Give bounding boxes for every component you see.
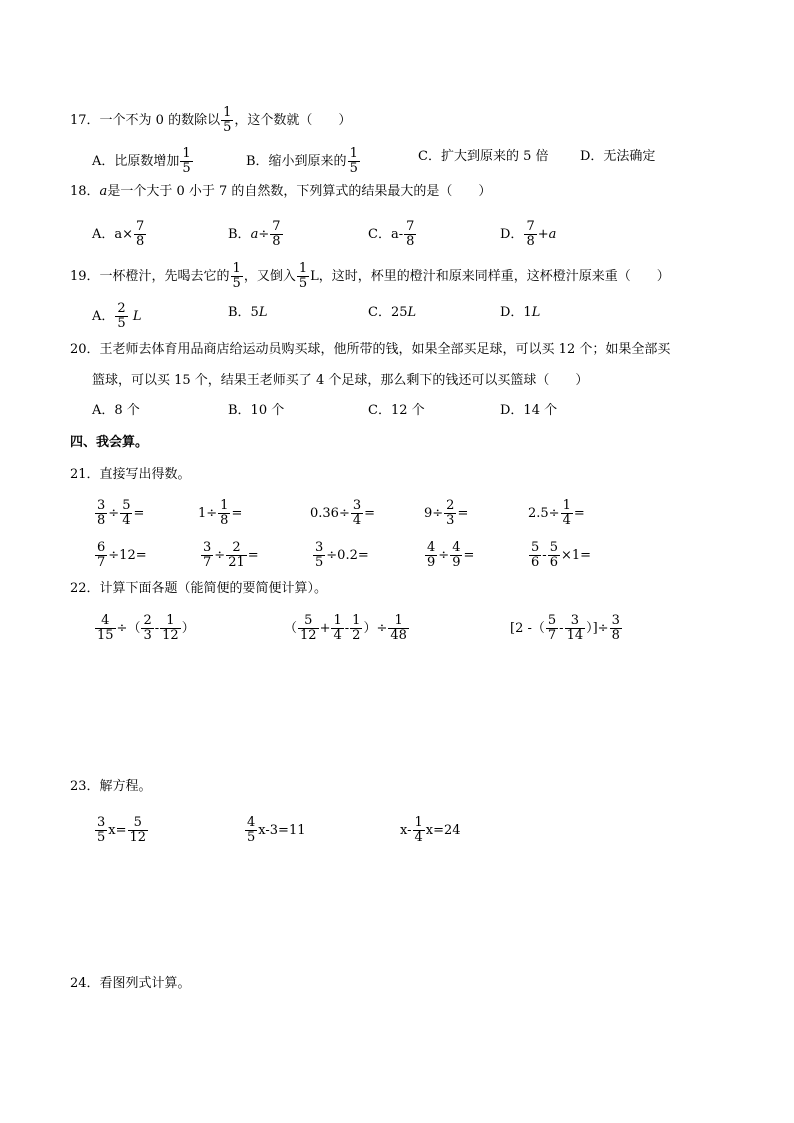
q18-option-d: D． $\frac{7}{8}$ +a: [500, 219, 557, 249]
q21-r2-e3: $\frac{3}{5}$ ÷0.2=: [315, 540, 369, 570]
q19-option-d: D．1L: [500, 305, 541, 320]
q21-title: 21．直接写出得数。: [70, 467, 191, 482]
fraction: $\frac{4}{15}$: [97, 613, 114, 643]
q20-stem-line1: 20．王老师去体育用品商店给运动员购买球，他所带的钱，如果全部买足球，可以买 12 个；如果全部买: [70, 342, 671, 357]
q19-option-c: C．25L: [368, 305, 417, 320]
q18-option-c: C．a- $\frac{7}{8}$: [368, 219, 415, 249]
q23-e3: x- $\frac{1}{4}$ x=24: [400, 815, 461, 845]
fraction: $\frac{2}{3}$: [143, 613, 152, 643]
q18-stem: 18．a是一个大于 0 小于 7 的自然数，下列算式的结果最大的是（ ）: [70, 184, 492, 199]
fraction: $\frac{6}{7}$: [97, 540, 106, 570]
q23-e2: $\frac{4}{5}$ x-3=11: [247, 815, 306, 845]
q20-option-c: C．12 个: [368, 403, 425, 418]
fraction: $\frac{4}{9}$: [427, 540, 436, 570]
q17-stem: 17．一个不为 0 的数除以 $\frac{1}{5}$ ，这个数就（ ）: [70, 105, 352, 135]
q17-option-c: C．扩大到原来的 5 倍: [418, 149, 549, 164]
fraction: $\frac{1}{2}$: [352, 613, 361, 643]
q24-title: 24．看图列式计算。: [70, 976, 191, 991]
fraction: $\frac{1}{5}$: [349, 146, 358, 176]
fraction: $\frac{1}{5}$: [182, 146, 191, 176]
q22-e3: [2 -（ $\frac{5}{7}$ - $\frac{3}{14}$ ）]÷ $\frac{3}{8}$: [510, 613, 620, 643]
fraction: $\frac{3}{8}$: [97, 498, 106, 528]
q17-option-d: D．无法确定: [580, 149, 656, 164]
q20-option-b: B．10 个: [228, 403, 285, 418]
fraction: $\frac{3}{14}$: [566, 613, 584, 643]
q21-r2-e2: $\frac{3}{7}$ ÷ $\frac{2}{21}$ =: [203, 540, 259, 570]
fraction: $\frac{5}{12}$: [129, 815, 147, 845]
q21-r1-e4: 9÷ $\frac{2}{3}$ =: [424, 498, 469, 528]
q21-r1-e5: 2.5÷ $\frac{1}{4}$ =: [528, 498, 585, 528]
q21-r1-e3: 0.36÷ $\frac{3}{4}$ =: [310, 498, 376, 528]
q18-option-a: A．a× $\frac{7}{8}$: [92, 219, 145, 249]
fraction: $\frac{7}{8}$: [136, 219, 145, 249]
fraction: $\frac{4}{9}$: [452, 540, 461, 570]
fraction: $\frac{3}{5}$: [315, 540, 324, 570]
fraction: $\frac{1}{5}$: [223, 105, 232, 135]
q17-option-b: B．缩小到原来的 $\frac{1}{5}$: [246, 146, 358, 176]
q21-r2-e1: $\frac{6}{7}$ ÷12=: [97, 540, 147, 570]
fraction: $\frac{4}{5}$: [247, 815, 256, 845]
fraction: $\frac{5}{6}$: [549, 540, 558, 570]
q19-option-b: B．5L: [228, 305, 268, 320]
q23-e1: $\frac{3}{5}$ x= $\frac{5}{12}$: [97, 815, 147, 845]
fraction: $\frac{5}{6}$: [531, 540, 540, 570]
fraction: $\frac{3}{4}$: [352, 498, 362, 528]
fraction: $\frac{5}{7}$: [547, 613, 557, 643]
fraction: $\frac{7}{8}$: [526, 219, 535, 249]
fraction: $\frac{1}{4}$: [333, 613, 342, 643]
fraction: $\frac{7}{8}$: [272, 219, 281, 249]
q22-e2: （ $\frac{5}{12}$ + $\frac{1}{4}$ - $\frac{1}{2}$ ）÷ $\frac{1}{48}$: [284, 613, 407, 643]
q21-r1-e1: $\frac{3}{8}$ ÷ $\frac{5}{4}$ =: [97, 498, 145, 528]
fraction: $\frac{1}{4}$: [562, 498, 571, 528]
q22-title: 22．计算下面各题（能简便的要简便计算）。: [70, 581, 328, 596]
section-heading: 四、我会算。: [70, 435, 149, 450]
fraction: $\frac{1}{48}$: [390, 613, 407, 643]
q21-r2-e5: $\frac{5}{6}$ - $\frac{5}{6}$ ×1=: [531, 540, 592, 570]
fraction: $\frac{1}{12}$: [162, 613, 179, 643]
fraction: $\frac{1}{5}$: [232, 261, 241, 291]
fraction: $\frac{1}{8}$: [220, 498, 229, 528]
q23-title: 23．解方程。: [70, 779, 152, 794]
q19-option-a: A． $\frac{2}{5}$ L: [92, 301, 142, 331]
q19-stem: 19．一杯橙汁，先喝去它的 $\frac{1}{5}$ ，又倒入 $\frac{1}{5}$ L，这时，杯里的橙汁和原来同样重，这杯橙汁原来重（ ）: [70, 261, 670, 291]
q20-option-a: A．8 个: [92, 403, 140, 418]
q17-option-a: A．比原数增加 $\frac{1}{5}$: [92, 146, 191, 176]
fraction: $\frac{3}{8}$: [611, 613, 620, 643]
q21-r1-e2: 1÷ $\frac{1}{8}$ =: [198, 498, 243, 528]
fraction: $\frac{2}{3}$: [446, 498, 455, 528]
fraction: $\frac{5}{12}$: [300, 613, 317, 643]
fraction: $\frac{1}{4}$: [414, 815, 423, 845]
q22-e1: $\frac{4}{15}$ ÷（ $\frac{2}{3}$ - $\frac{1}{12}$ ）: [97, 613, 195, 643]
q20-stem-line2: 篮球，可以买 15 个，结果王老师买了 4 个足球，那么剩下的钱还可以买篮球（ ）: [92, 373, 589, 388]
q21-r2-e4: $\frac{4}{9}$ ÷ $\frac{4}{9}$ =: [427, 540, 475, 570]
fraction: $\frac{2}{21}$: [228, 540, 245, 570]
fraction: $\frac{3}{7}$: [203, 540, 212, 570]
fraction: $\frac{3}{5}$: [97, 815, 106, 845]
fraction: $\frac{7}{8}$: [406, 219, 415, 249]
fraction: $\frac{5}{4}$: [122, 498, 131, 528]
q20-option-d: D．14 个: [500, 403, 558, 418]
q18-option-b: B．a÷ $\frac{7}{8}$: [228, 219, 281, 249]
fraction: $\frac{1}{5}$: [298, 261, 308, 291]
fraction: $\frac{2}{5}$: [117, 301, 126, 331]
